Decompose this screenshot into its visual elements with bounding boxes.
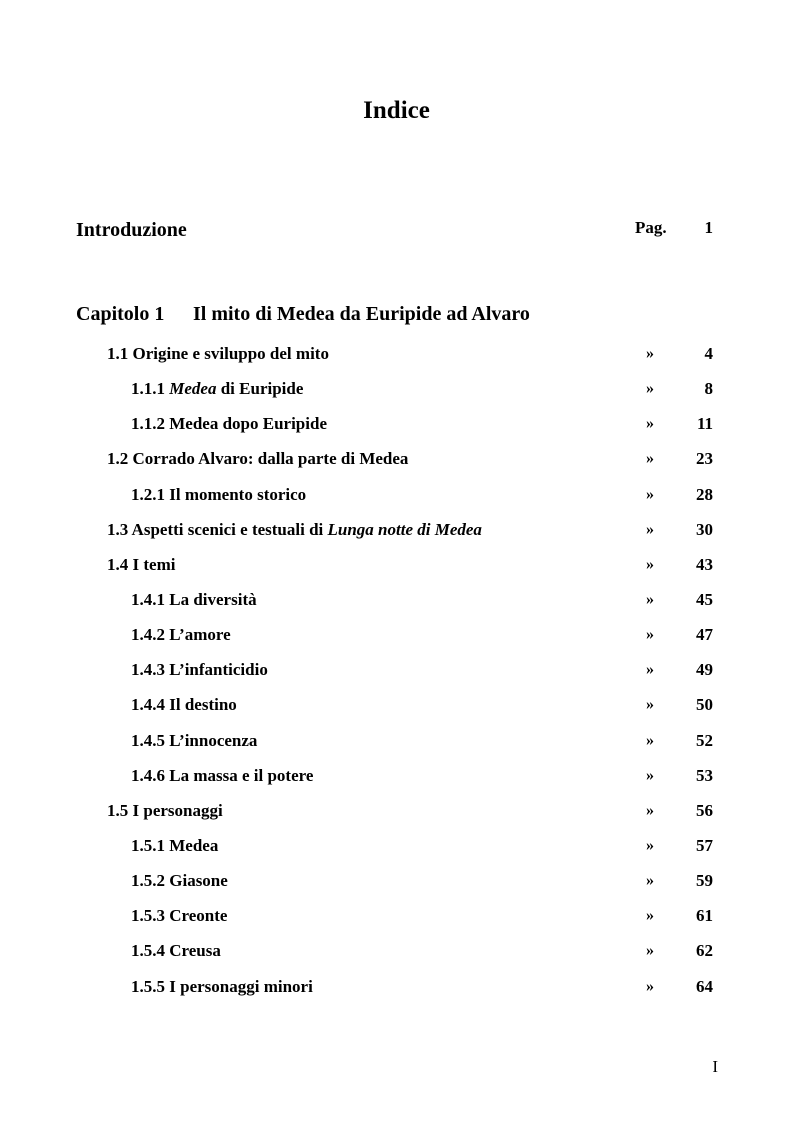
toc-entry-text: 1.4.3 L’infanticidio	[131, 660, 268, 680]
toc-entry	[0, 516, 793, 551]
toc-entry-page: 52	[696, 730, 713, 750]
page-title: Indice	[363, 97, 430, 124]
toc-entry-page: 59	[696, 871, 713, 891]
toc-entry	[0, 410, 793, 445]
toc-entry-page: 53	[696, 765, 713, 785]
toc-ditto-mark: »	[646, 942, 654, 960]
toc-ditto-mark: »	[646, 485, 654, 503]
toc-entry-page: 57	[696, 835, 713, 855]
toc-entry-text: 1.2 Corrado Alvaro: dalla parte di Medea	[107, 449, 409, 469]
toc-entry-page: 62	[696, 941, 713, 961]
toc-entry-page: 43	[696, 554, 713, 574]
toc-entry	[0, 445, 793, 480]
toc-entry-italic-title: Lunga notte di Medea	[327, 519, 482, 539]
toc-entry	[0, 375, 793, 410]
toc-entry-text: 1.1.1	[131, 379, 170, 399]
toc-entry-text: 1.1 Origine e sviluppo del mito	[107, 344, 329, 363]
toc-entry-page: 47	[696, 625, 713, 645]
toc-entry-label	[107, 799, 223, 823]
toc-entry-text: 1.5 I personaggi	[107, 800, 223, 820]
toc-entry-page: 50	[696, 695, 713, 715]
toc-entry-text: 1.2.1 Il momento storico	[131, 484, 307, 504]
toc-ditto-mark: »	[646, 836, 654, 854]
toc-ditto-mark: »	[646, 450, 654, 468]
toc-entry	[0, 762, 793, 797]
toc-chapter-heading	[76, 301, 530, 327]
toc-entry-label	[131, 764, 313, 788]
toc-entry-page: 49	[696, 660, 713, 680]
toc-entry	[0, 902, 793, 937]
toc-entry-label	[131, 623, 231, 647]
chapter-title: Il mito di Medea da Euripide ad Alvaro	[193, 303, 530, 325]
toc-introduction-page: 1	[704, 218, 713, 237]
toc-entry-label	[107, 447, 408, 471]
toc-entry-text-suffix: di Euripide	[216, 379, 304, 399]
toc-entry-text: 1.5.2 Giasone	[131, 871, 228, 891]
toc-entry-italic-title: Medea	[169, 379, 217, 399]
toc-entry-label	[131, 869, 228, 893]
toc-entry	[0, 937, 793, 972]
toc-ditto-mark: »	[646, 520, 654, 538]
toc-entry	[0, 832, 793, 867]
toc-pag-label: Pag.	[635, 218, 667, 237]
toc-entry-label	[131, 588, 257, 612]
toc-entry-label	[131, 377, 303, 401]
toc-ditto-mark: »	[646, 731, 654, 749]
toc-ditto-mark: »	[646, 661, 654, 679]
toc-entry-text: 1.4.2 L’amore	[131, 625, 231, 645]
toc-ditto-mark: »	[646, 345, 654, 362]
toc-entry-page: 28	[696, 484, 713, 504]
toc-entry-label	[131, 729, 257, 753]
toc-entry	[0, 797, 793, 832]
toc-entry-label	[131, 693, 237, 717]
toc-ditto-mark: »	[646, 907, 654, 925]
toc-entry	[0, 656, 793, 691]
toc-ditto-mark: »	[646, 626, 654, 644]
toc-entry-page: 56	[696, 800, 713, 820]
toc-ditto-mark: »	[646, 590, 654, 608]
toc-entries	[0, 340, 793, 1008]
toc-entry-page: 23	[696, 449, 713, 469]
toc-entry-label	[131, 904, 227, 928]
toc-entry-text: 1.5.4 Creusa	[131, 941, 221, 961]
toc-entry-page: 30	[696, 519, 713, 539]
toc-entry	[0, 621, 793, 656]
toc-entry	[0, 973, 793, 1008]
toc-entry-text: 1.5.5 I personaggi minori	[131, 976, 313, 996]
toc-entry	[0, 691, 793, 726]
toc-entry-text: 1.4 I temi	[107, 554, 176, 574]
toc-entry	[0, 340, 793, 375]
toc-entry-label	[131, 658, 268, 682]
toc-entry-label	[131, 975, 313, 999]
toc-ditto-mark: »	[646, 977, 654, 995]
toc-entry-page: 8	[704, 379, 713, 399]
toc-ditto-mark: »	[646, 696, 654, 714]
toc-entry-page: 61	[696, 906, 713, 926]
toc-entry-page: 64	[696, 976, 713, 996]
toc-entry-text: 1.1.2 Medea dopo Euripide	[131, 414, 327, 434]
toc-entry-label	[107, 518, 482, 542]
toc-entry-page: 45	[696, 589, 713, 609]
toc-entry-text: 1.3 Aspetti scenici e testuali di	[107, 519, 328, 539]
toc-ditto-mark: »	[646, 380, 654, 398]
toc-ditto-mark: »	[646, 872, 654, 890]
toc-entry	[0, 481, 793, 516]
toc-entry-label	[131, 483, 306, 507]
toc-entry-text: 1.4.1 La diversità	[131, 589, 257, 609]
toc-ditto-mark: »	[646, 766, 654, 784]
toc-entry-label	[107, 342, 329, 366]
toc-ditto-mark: »	[646, 801, 654, 819]
toc-entry-label	[131, 412, 327, 436]
toc-entry-label	[107, 553, 175, 577]
toc-entry-label	[131, 939, 221, 963]
toc-entry-text: 1.4.6 La massa e il potere	[131, 765, 314, 785]
toc-entry-text: 1.5.3 Creonte	[131, 906, 228, 926]
toc-entry-text: 1.5.1 Medea	[131, 835, 219, 855]
toc-entry	[0, 551, 793, 586]
toc-entry-label	[131, 834, 218, 858]
toc-introduction-label: Introduzione	[76, 219, 187, 241]
toc-entry	[0, 867, 793, 902]
toc-entry	[0, 727, 793, 762]
chapter-number: Capitolo 1	[76, 303, 165, 325]
toc-entry	[0, 586, 793, 621]
toc-ditto-mark: »	[646, 555, 654, 573]
toc-entry-text: 1.4.5 L’innocenza	[131, 730, 258, 750]
toc-ditto-mark: »	[646, 415, 654, 433]
toc-entry-page: 11	[696, 414, 713, 434]
toc-entry-text: 1.4.4 Il destino	[131, 695, 237, 715]
page-number: I	[712, 1057, 718, 1076]
toc-entry-page: 4	[704, 344, 713, 363]
